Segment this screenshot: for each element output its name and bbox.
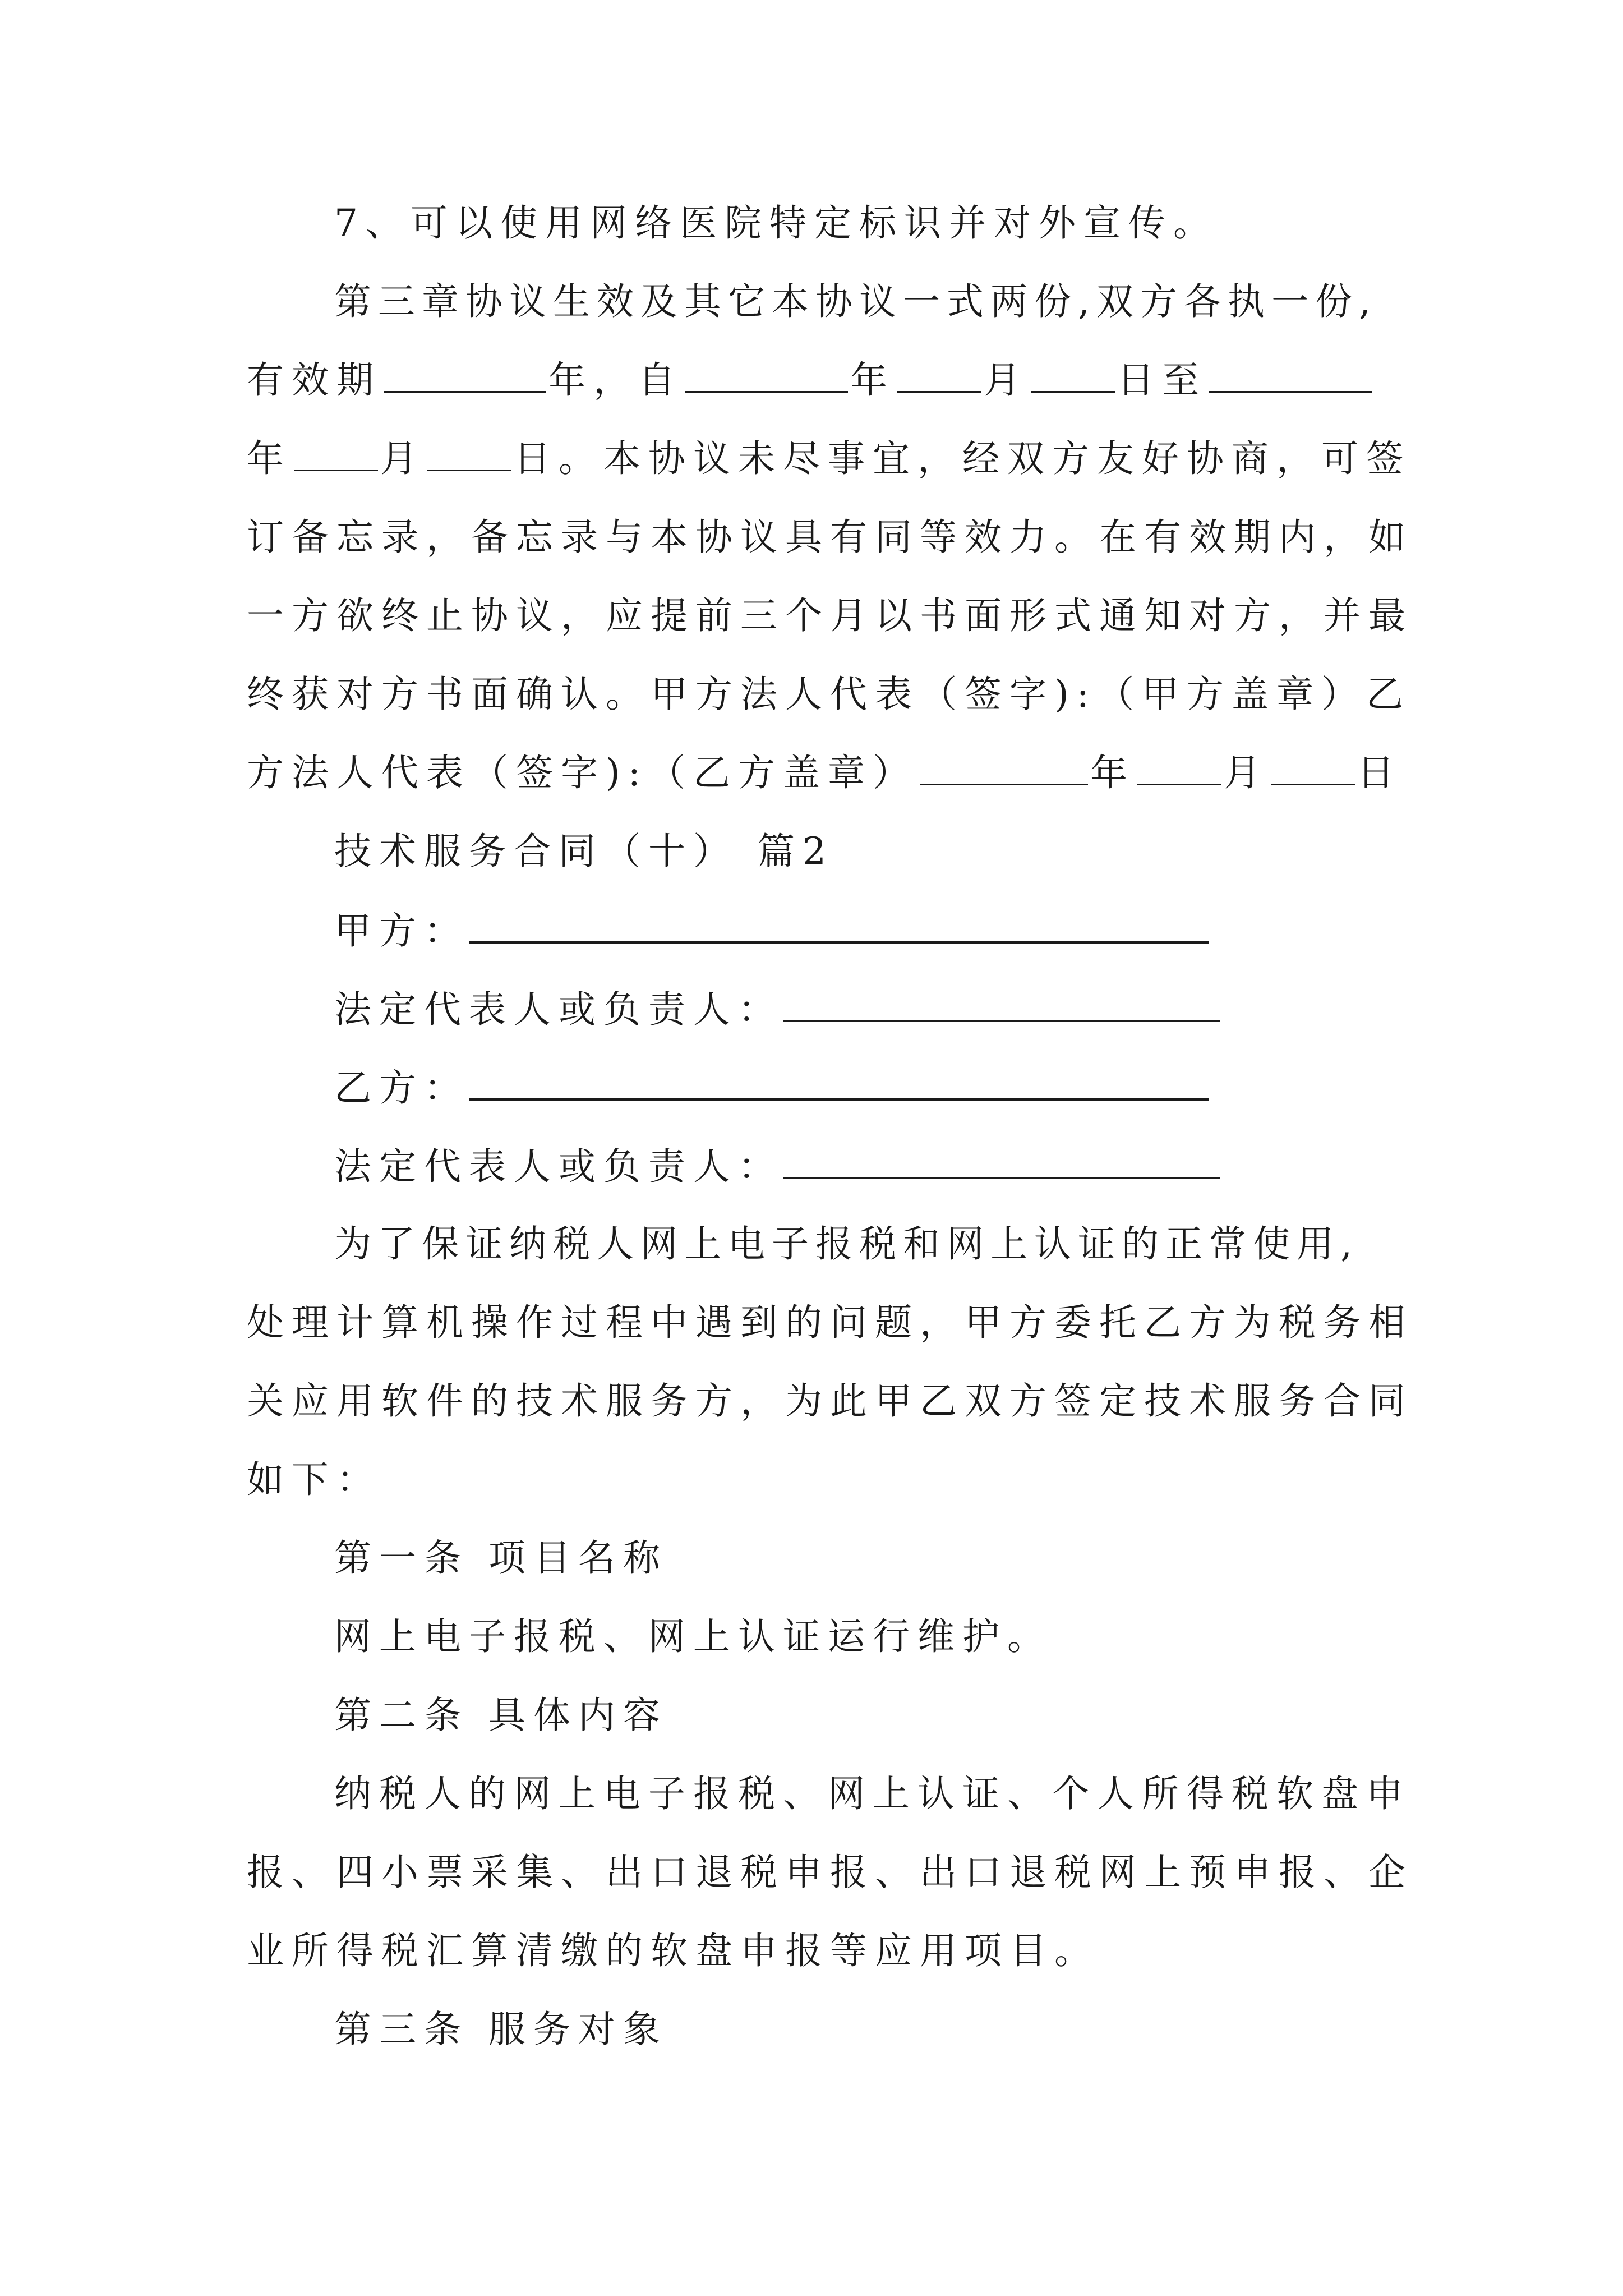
text: 年 (1090, 751, 1135, 794)
text-line (247, 1457, 381, 1502)
text-line (247, 515, 1413, 560)
text-line (334, 1222, 1359, 1267)
text: 网上电子报税、网上认证运行维护。 (334, 1615, 1052, 1658)
text: 日。本协议未尽事宜，经双方友好协商，可签 (514, 437, 1411, 480)
text: 如下： (247, 1458, 381, 1501)
text: 技术服务合同（十） 篇2 (334, 830, 834, 873)
text: 年，自 (548, 358, 683, 402)
text: 月 (1224, 751, 1269, 794)
blank-sign-day (1271, 752, 1355, 785)
text-line (247, 1929, 1099, 1973)
text: 纳税人的网上电子报税、网上认证、个人所得税软盘申 (334, 1772, 1411, 1815)
text-line (247, 751, 1402, 795)
text: 终获对方书面确认。甲方法人代表（签字):（甲方盖章）乙 (247, 673, 1411, 716)
text: 第三条 服务对象 (334, 2008, 668, 2051)
text: 第二条 具体内容 (334, 1694, 668, 1737)
text: 7、可以使用网络医院特定标识并对外宣传。 (334, 201, 1218, 245)
text: 第一条 项目名称 (334, 1536, 668, 1580)
text-line (334, 1772, 1411, 1816)
text: 为了保证纳税人网上电子报税和网上认证的正常使用, (334, 1222, 1359, 1266)
text-line (334, 201, 1218, 246)
text: 方法人代表（签字):（乙方盖章） (247, 751, 917, 794)
party-b-field[interactable] (469, 1065, 1209, 1101)
blank-end-year (1209, 360, 1372, 393)
text-line (247, 672, 1411, 717)
section-title (334, 829, 834, 874)
party-a-field[interactable] (469, 908, 1209, 944)
text: 日 (1357, 751, 1402, 794)
text: 法定代表人或负责人： (334, 1145, 783, 1188)
text: 订备忘录，备忘录与本协议具有同等效力。在有效期内，如 (247, 516, 1413, 559)
article-heading (334, 2007, 668, 2052)
text: 一方欲终止协议，应提前三个月以书面形式通知对方，并最 (247, 594, 1413, 637)
blank-years (384, 360, 546, 393)
text-line (334, 279, 1377, 324)
text: 年 (850, 358, 895, 402)
text-line (247, 1850, 1413, 1895)
text-line (247, 1379, 1413, 1424)
party-a-rep-line (334, 986, 1220, 1032)
text: 日至 (1117, 358, 1207, 402)
text-line (247, 593, 1413, 638)
text: 月 (380, 437, 425, 480)
blank-start-year (685, 360, 848, 393)
party-b-line (334, 1065, 1209, 1111)
text: 年 (247, 437, 292, 480)
text: 处理计算机操作过程中遇到的问题，甲方委托乙方为税务相 (247, 1301, 1413, 1344)
text: 报、四小票采集、出口退税申报、出口退税网上预申报、企 (247, 1851, 1413, 1894)
text: 关应用软件的技术服务方，为此甲乙双方签定技术服务合同 (247, 1379, 1413, 1423)
text-line (247, 358, 1374, 403)
blank-sign-month (1137, 752, 1221, 785)
text: 第三章协议生效及其它本协议一式两份,双方各执一份, (334, 280, 1377, 323)
text-line (247, 436, 1411, 481)
party-a-line (334, 908, 1209, 954)
text: 法定代表人或负责人： (334, 988, 783, 1031)
text: 甲方： (334, 909, 469, 953)
text: 月 (984, 358, 1029, 402)
text: 业所得税汇算清缴的软盘申报等应用项目。 (247, 1929, 1099, 1972)
blank-start-day (1031, 360, 1115, 393)
text-line (247, 1300, 1413, 1345)
party-b-rep-line (334, 1143, 1220, 1189)
text: 乙方： (334, 1066, 469, 1110)
blank-sign-year (920, 752, 1088, 785)
article-heading (334, 1693, 668, 1738)
blank-end-day (427, 438, 511, 471)
article-heading (334, 1536, 668, 1581)
blank-end-month (294, 438, 378, 471)
party-a-rep-field[interactable] (783, 986, 1220, 1022)
text-line (334, 1614, 1052, 1659)
party-b-rep-field[interactable] (783, 1143, 1220, 1179)
text: 有效期 (247, 358, 381, 402)
blank-start-month (897, 360, 981, 393)
